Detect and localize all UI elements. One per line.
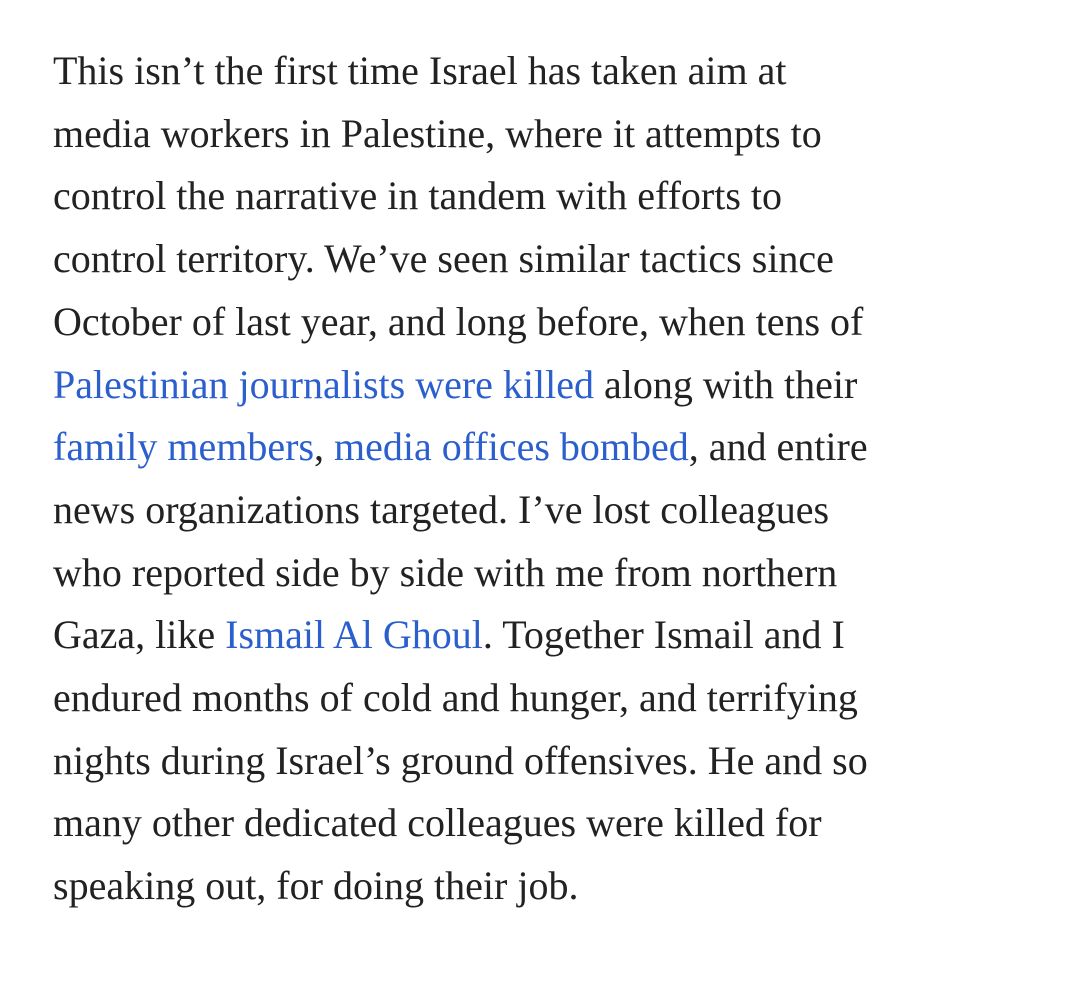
paragraph-line: speaking out, for doing their job. [53, 863, 579, 909]
text-segment: Gaza, like [53, 612, 226, 658]
text-segment: along with their [594, 361, 858, 407]
paragraph-line: nights during Israel’s ground offensives. He and so [53, 737, 868, 783]
paragraph-line [53, 604, 1053, 667]
paragraph-line: endured months of cold and hunger, and terrifying [53, 675, 858, 721]
paragraph-line: control territory. We’ve seen similar tactics since [53, 236, 834, 282]
paragraph-line: October of last year, and long before, when tens of [53, 298, 864, 344]
link-family-members[interactable]: family members [53, 424, 315, 470]
paragraph-line [53, 354, 1053, 417]
link-palestinian-journalists-killed[interactable]: Palestinian journalists were killed [53, 361, 594, 407]
text-segment: , [314, 424, 335, 470]
paragraph-line: many other dedicated colleagues were killed for [53, 800, 822, 846]
text-segment: , and entire [688, 424, 868, 470]
paragraph-line: This isn’t the first time Israel has taken aim at [53, 48, 787, 93]
paragraph-line: control the narrative in tandem with efforts to [53, 173, 783, 219]
text-segment: . Together Ismail and I [482, 612, 845, 658]
link-media-offices-bombed[interactable]: media offices bombed [334, 424, 689, 470]
paragraph-line: who reported side by side with me from northern [53, 549, 838, 595]
link-ismail-al-ghoul[interactable]: Ismail Al Ghoul [225, 612, 483, 658]
paragraph-line: media workers in Palestine, where it attempts to [53, 110, 822, 156]
paragraph-line [53, 416, 1053, 479]
paragraph-line: news organizations targeted. I’ve lost colleagues [53, 486, 830, 532]
article-paragraph [53, 40, 1053, 918]
